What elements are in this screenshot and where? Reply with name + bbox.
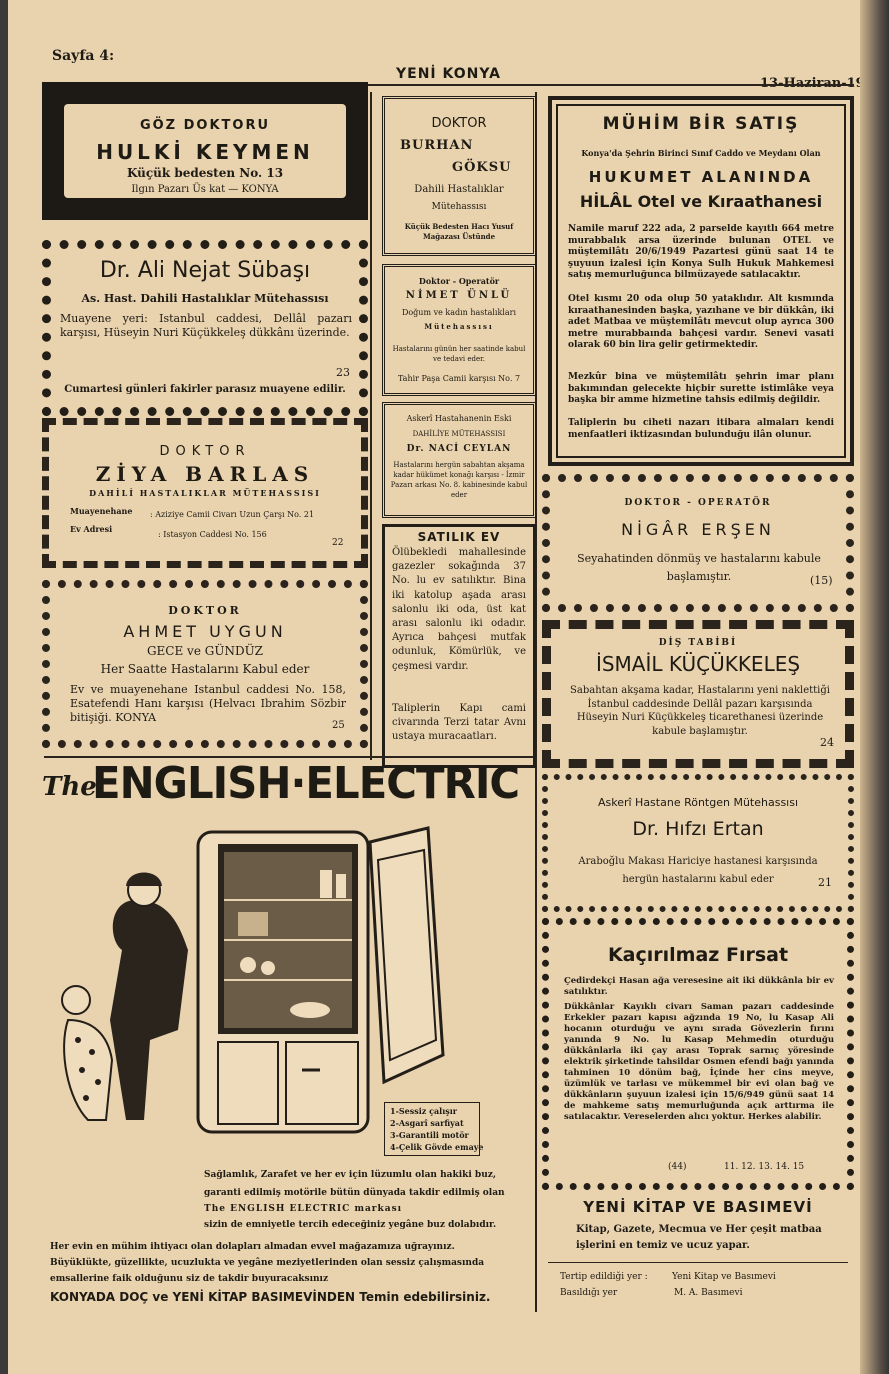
ad-number: 21 — [818, 876, 832, 889]
brand-prefix: The — [42, 772, 97, 802]
ad-title: SATILIK EV — [417, 530, 501, 544]
ad-label: Ev Adresi — [70, 524, 113, 534]
ad-body: Taliplerin Kapı cami civarında Terzi tatar Avnı ustaya muracaatları. — [392, 703, 526, 743]
ad-value: : Istasyon Caddesi No. 156 — [158, 530, 267, 539]
ad-paragraph: Otel kısmı 20 oda olup 50 yataklıdır. Alt kısmında kıraathanesinden başka, yazıhane ve bir dükkân, iki adet Matbaa ve müştemilâtı mevcut olup ayrıca 300 metre murabbaında bahçesi vardır. Senevi vasati olarak 60 bin lira gelir getirmektedir. — [568, 294, 834, 350]
ad-line: GECE ve GÜNDÜZ — [146, 644, 264, 658]
imprint-value: Yeni Kitap ve Basımevi — [672, 1272, 776, 1282]
ad-copy: sizin de emniyetle tercih edeceğiniz yegâne buz dolabıdır. — [204, 1220, 497, 1230]
imprint-label: Basıldığı yer — [560, 1288, 618, 1298]
ad-title: Askerî Hastane Röntgen Mütehassısı — [597, 796, 799, 809]
ad-number: 22 — [332, 538, 344, 548]
ad-line: Küçük bedesten No. 13 — [126, 166, 284, 180]
ad-copy: garanti edilmiş motörile bütün dünyada takdir edilmiş olan — [204, 1188, 505, 1198]
ad-name: İSMAİL KÜÇÜKKELEŞ — [595, 652, 801, 676]
ad-footer: Cumartesi günleri fakirler parasız muayene edilir. — [64, 384, 346, 395]
ad-bottom: Büyüklükte, güzellikte, ucuzlukta ve yegâne meziyetlerinden olan sessiz çalışmasında — [50, 1258, 485, 1268]
page-edge-shadow — [860, 0, 889, 1374]
ad-title: Doktor - Operatör — [418, 276, 500, 286]
ad-line: Araboğlu Makası Hariciye hastanesi karşısında — [578, 856, 818, 867]
ad-body: Seyahatinden dönmüş ve hastalarını kabule başlamıştır. — [577, 552, 821, 583]
ad-copy: The ENGLISH ELECTRIC markası — [204, 1204, 403, 1214]
ad-body: Hastalarını hergün sabahtan akşama kadar hükümet konağı karşısı - İzmir Pazarı arkası No. 8. kabinesinde kabul eder — [390, 461, 528, 499]
feature-item: 1-Sessiz çalışır — [390, 1106, 458, 1116]
ad-subtitle: HİLÂL Otel ve Kıraathanesi — [579, 192, 823, 211]
ad-name: NİMET ÜNLÜ — [405, 290, 513, 301]
ad-body: Ölübekledi mahallesinde gazezler sokağında 37 No. lu ev satılıktır. Bina iki katolup aşada arası salonlu iki oda, üst kat arası salonlu iki odadır. Ayrıca bahçesi mutfak odunluk, Kömürlük, ve çeşmesi vardır. — [392, 547, 526, 672]
ad-title: DOKTOR - OPERATÖR — [624, 498, 772, 508]
ad-address: Tahir Paşa Camii karşısı No. 7 — [397, 374, 521, 383]
ad-copy: Sağlamlık, Zarafet ve her ev için lüzumlu olan hakiki buz, — [204, 1170, 496, 1180]
page-number: Sayfa 4: — [52, 48, 115, 64]
ad-title: Kaçırılmaz Fırsat — [607, 944, 789, 966]
newspaper-page — [8, 0, 860, 1374]
ad-body: Hastalarını günün her saatinde kabul ve tedavi eder. — [392, 345, 526, 363]
ad-name: GÖKSU — [452, 160, 512, 175]
ad-body: Ev ve muayenehane Istanbul caddesi No. 158, Esatefendi Hanı karşısı (Helvacı Ibrahim Sözbir bitişiği. KONYA — [70, 683, 346, 724]
ad-number: (44) — [668, 1162, 687, 1172]
ad-value: : Aziziye Camii Civarı Uzun Çarşı No. 21 — [150, 510, 315, 519]
ad-number: 25 — [332, 720, 345, 731]
ad-name: HULKİ KEYMEN — [96, 140, 314, 164]
ad-number: 23 — [336, 366, 350, 379]
ad-name: Dr. Hıfzı Ertan — [632, 818, 764, 840]
newspaper-title: YENİ KONYA — [396, 66, 501, 82]
ad-label: Muayenehane — [70, 506, 133, 516]
imprint-label: Tertip edildiği yer : — [560, 1272, 648, 1282]
feature-item: 3-Garantili motör — [390, 1130, 469, 1140]
ad-spec: Mütehassısı — [431, 202, 487, 212]
imprint-value: M. A. Basımevi — [674, 1288, 743, 1298]
ad-name: BURHAN — [400, 138, 474, 153]
ad-line: DAHİLİYE MÜTEHASSISI — [412, 430, 506, 438]
ad-bottom: KONYADA DOÇ ve YENİ KİTAP BASIMEVİNDEN Temin edebilirsiniz. — [50, 1290, 491, 1304]
ad-line: Askerî Hastahanenin Eski — [406, 414, 512, 423]
ad-number: 24 — [820, 736, 834, 749]
ad-bottom: Her evin en mühim ihtiyacı olan dolapları almadan evvel mağazamıza uğrayınız. — [50, 1242, 455, 1252]
ad-title: GÖZ DOKTORU — [139, 118, 271, 133]
ad-spec: Doğum ve kadın hastalıkları — [401, 308, 517, 317]
ad-spec: DAHİLİ HASTALIKLAR MÜTEHASSISI — [89, 488, 321, 498]
ad-spec: Dahili Hastalıklar — [414, 184, 504, 195]
ad-name: Dr. Ali Nejat Sübaşı — [99, 258, 311, 283]
brand-name: ENGLISH·ELECTRIC — [92, 758, 520, 809]
ad-bottom: emsallerine faik olduğunu siz de takdir buyuracaksınız — [50, 1274, 329, 1284]
ad-spec: Mütehassısı — [424, 322, 494, 331]
ad-title: DOKTOR — [159, 444, 251, 459]
ad-line: Ilgın Pazarı Üs kat — KONYA — [131, 184, 279, 195]
ad-line: hergün hastalarını kabul eder — [622, 874, 774, 885]
ad-line: Her Saatte Hastalarını Kabul eder — [100, 662, 310, 676]
ad-paragraph: Taliplerin bu ciheti nazarı itibara almaları kendi menfaatleri iktizasından bulunduğu ilân olunur. — [568, 418, 834, 440]
ad-title: DOKTOR — [168, 604, 242, 617]
ad-address: Küçük Bedesten Hacı Yusuf Mağazası Üstünde — [404, 222, 514, 241]
ad-title: As. Hast. Dahili Hastalıklar Mütehassısı — [81, 292, 329, 305]
ad-name: ZİYA BARLAS — [95, 462, 315, 486]
ad-body: Sabahtan akşama kadar, Hastalarını yeni naklettiği İstanbul caddesinde Dellâl pazarı karşısında Hüseyin Nuri Küçükkeleş ticarethanesi üzerinde kabule başlamıştır. — [570, 685, 830, 737]
feature-item: 2-Asgarî sarfiyat — [390, 1118, 464, 1128]
ad-body: Muayene yeri: Istanbul caddesi, Dellâl pazarı karşısı, Hüseyin Nuri Küçükkeleş dükkânı üzerinde. — [60, 312, 352, 339]
ad-title: MÜHİM BİR SATIŞ — [602, 114, 800, 134]
ad-body: Kitap, Gazete, Mecmua ve Her çeşit matbaa işlerini en temiz ve ucuz yapar. — [576, 1224, 822, 1251]
ad-title: YENİ KİTAP VE BASIMEVİ — [583, 1198, 813, 1216]
column-divider — [370, 92, 372, 760]
ad-subtitle: HUKUMET ALANINDA — [588, 168, 814, 186]
ad-paragraph: Namile maruf 222 ada, 2 parselde kayıtlı 664 metre murabbalık arsa üzerinde bulunan OTEL ve müştemilâtı 20/6/1949 Pazartesi günü saat 14 te şuyuun izalesi için Konya Sulh Hukuk Mahkemesi satış memurluğunca bilmüzayede satılacaktır. — [568, 224, 834, 280]
feature-item: 4-Çelik Gövde emaye — [390, 1142, 484, 1152]
ad-name: AHMET UYGUN — [123, 622, 287, 641]
ad-name: Dr. NACİ CEYLAN — [406, 444, 512, 454]
ad-paragraph: Çedirdekçi Hasan ağa veresesine ait iki dükkânla bir ev satılıktır. — [564, 976, 834, 997]
ad-name: NİGÂR ERŞEN — [621, 520, 775, 539]
ad-number: (15) — [810, 574, 833, 587]
ad-paragraph: Mezkûr bina ve müştemilâtı şehrin imar planı bakımından gelecekte hiçbir surette istimlâke veya başka bir amme hizmetine tahsis edilmiş değildir. — [568, 372, 834, 405]
ad-dates: 11. 12. 13. 14. 15 — [724, 1162, 805, 1172]
ad-subtitle: Konya'da Şehrin Birinci Sınıf Caddo ve Meydanı Olan — [581, 148, 821, 158]
ad-title: DOKTOR — [431, 116, 487, 131]
ad-paragraph: Dükkânlar Kayıklı civarı Saman pazarı caddesinde Erkekler pazarı kapısı ağzında 19 No, lu Kasap Ali hocanın oturduğu ve aynı sırada Gövezlerin fırını yanında 9 No. lu Kasap Mehmedin oturduğu dükkânlarla iki çay arası Toprak sarnıç yöresinde elektrik şirketinde tahsildar Osmen efendi bağı yanında tahminen 10 dönüm bağ, İçinde her cins meyve, üzümlük ve tarlası ve mükemmel bir evi olan bağ ve dükkânların şuyuun izalesi için 15/6/949 günü saat 14 de mahkeme satış memurluğunda açık arttırma ile satılacaktır. Vereselerden alıcı yoktur. Herkes alabilir. — [564, 1002, 834, 1122]
ad-title: DİŞ TABİBİ — [658, 638, 738, 648]
